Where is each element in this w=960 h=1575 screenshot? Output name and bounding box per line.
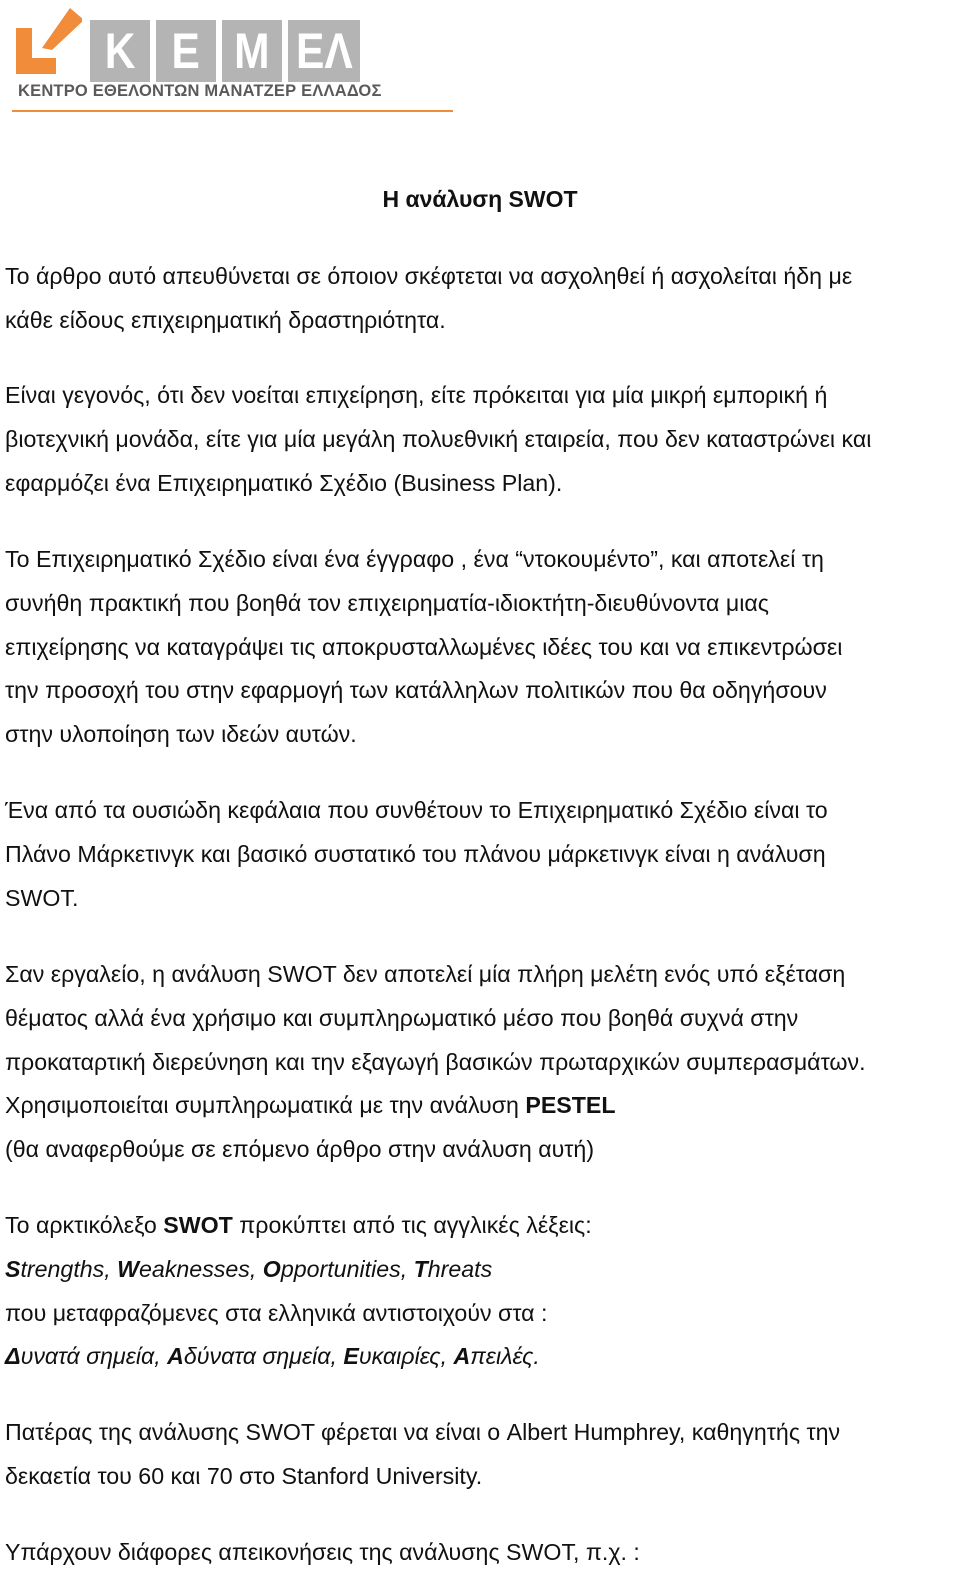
paragraph-representations [5,1531,955,1575]
text-line: θέματος αλλά ένα χρήσιμο και συμπληρωματικό μέσο που βοηθά συχνά στην [5,1004,799,1031]
text-line: SWOT. [5,884,79,911]
word-rest: δύνατα σημεία, [183,1343,344,1370]
logo-letter-box: ΕΛ [288,20,360,82]
word-rest: eaknesses, [139,1255,263,1282]
acronym-term: SWOT [163,1212,233,1238]
paragraph-marketing-plan [5,789,955,920]
paragraph-business-plan [5,374,955,505]
text-line: Σαν εργαλείο, η ανάλυση SWOT δεν αποτελεί μία πλήρη μελέτη ενός υπό εξέταση [5,961,846,987]
logo-tagline: ΚΕΝΤΡΟ ΕΘΕΛΟΝΤΩΝ ΜΑΝΑΤΖΕΡ ΕΛΛΑΔΟΣ [18,82,382,100]
text-line: επιχείρησης να καταγράψει τις αποκρυσταλλωμένες ιδέες του και να επικεντρώσει [5,633,843,660]
word-rest: υκαιρίες, [358,1343,454,1370]
logo-divider [12,110,453,112]
pestel-term: PESTEL [525,1092,616,1119]
word-initial: S [5,1255,21,1282]
text-line: Το Επιχειρηματικό Σχέδιο είναι ένα έγγραφο , ένα “ντοκουμέντο”, και αποτελεί τη [5,546,824,572]
text-line [5,1204,955,1248]
text-line: την προσοχή του στην εφαρμογή των κατάλληλων πολιτικών που θα οδηγήσουν [5,677,827,704]
word-initial: Δ [5,1343,21,1370]
word-rest: υνατά σημεία, [20,1343,168,1370]
paragraph-swot-tool [5,953,955,1172]
word-rest: pportunities, [280,1255,414,1282]
word-rest: hreats [427,1255,493,1282]
text-line: συνήθη πρακτική που βοηθά τον επιχειρηματία-ιδιοκτήτη-διευθύνοντα μιας [5,589,769,616]
logo-letter-box: Κ [90,20,150,82]
text-line: Υπάρχουν διάφορες απεικονήσεις της ανάλυσης SWOT, π.χ. : [5,1539,640,1565]
acronym-suffix: προκύπτει από τις αγγλικές λέξεις: [232,1212,592,1238]
text-line: προκαταρτική διερεύνηση και την εξαγωγή βασικών πρωταρχικών συμπερασμάτων. [5,1048,866,1075]
acronym-prefix: Το αρκτικόλεξο [5,1212,164,1238]
text-line: Είναι γεγονός, ότι δεν νοείται επιχείρηση, είτε πρόκειται για μία μικρή εμπορική ή [5,382,828,408]
text-line: (θα αναφερθούμε σε επόμενο άρθρο στην ανάλυση αυτή) [5,1136,595,1163]
text-line: Το άρθρο αυτό απευθύνεται σε όποιον σκέφτεται να ασχοληθεί ή ασχολείται ήδη με [5,263,853,289]
text-line: στην υλοποίηση των ιδεών αυτών. [5,721,357,748]
word-initial: Ε [343,1343,359,1370]
text-line: Πατέρας της ανάλυσης SWOT φέρεται να είναι ο Albert Humphrey, καθηγητής την [5,1419,841,1445]
logo-letter-box: Μ [222,20,282,82]
greek-words-line [5,1335,955,1379]
text-line [5,1084,955,1128]
word-rest: trengths, [20,1255,118,1282]
english-words-line [5,1248,955,1292]
pestel-prefix: Χρησιμοποιείται συμπληρωματικά με την ανάλυση [5,1092,526,1119]
word-initial: W [117,1255,140,1282]
text-line: εφαρμόζει ένα Επιχειρηματικό Σχέδιο (Business Plan). [5,469,563,496]
logo-letter-box: Ε [156,20,216,82]
word-initial: Α [453,1343,471,1370]
text-line: που μεταφραζόμενες στα ελληνικά αντιστοιχούν στα : [5,1299,548,1326]
word-initial: T [413,1255,428,1282]
word-initial: Α [167,1343,184,1370]
text-line: βιοτεχνική μονάδα, είτε για μία μεγάλη πολυεθνική εταιρεία, που δεν καταστρώνει και [5,425,872,452]
logo-mark-icon [12,6,82,76]
word-initial: O [262,1255,281,1282]
kemea-logo [12,6,457,118]
paragraph-history [5,1411,955,1499]
text-line: κάθε είδους επιχειρηματική δραστηριότητα. [5,306,446,333]
text-line: Πλάνο Μάρκετινγκ και βασικό συστατικό του πλάνου μάρκετινγκ είναι η ανάλυση [5,840,826,867]
paragraph-intro [5,255,955,343]
paragraph-acronym [5,1204,955,1379]
text-line: δεκαετία του 60 και 70 στο Stanford University. [5,1462,483,1489]
logo-letters [90,20,360,82]
paragraph-plan-definition [5,538,955,757]
text-line: Ένα από τα ουσιώδη κεφάλαια που συνθέτουν το Επιχειρηματικό Σχέδιο είναι το [5,797,828,823]
word-rest: πειλές. [470,1343,540,1370]
document-title: Η ανάλυση SWOT [382,186,578,212]
